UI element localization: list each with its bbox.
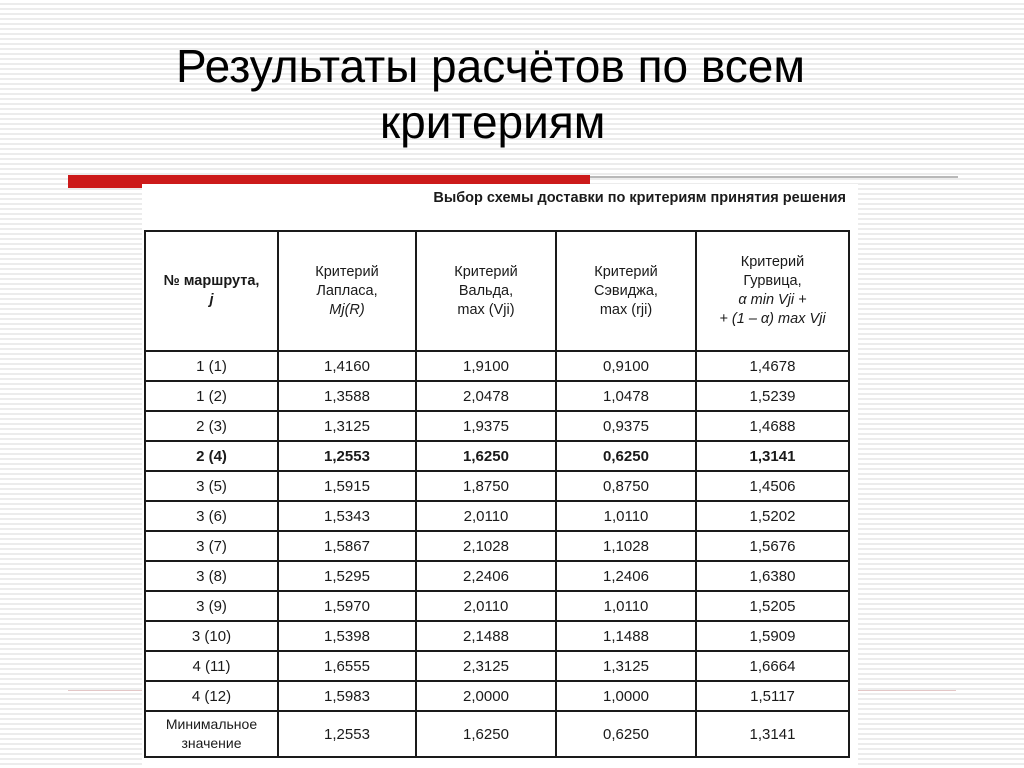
cell-wald: 1,9375 bbox=[416, 411, 556, 441]
cell-hurwicz: 1,6664 bbox=[696, 651, 849, 681]
slide-title-line-2: критериям bbox=[380, 96, 606, 148]
header-savage-line-3: max (rji) bbox=[599, 301, 653, 318]
cell-route: 3 (6) bbox=[145, 501, 278, 531]
cell-wald: 1,8750 bbox=[416, 471, 556, 501]
table-caption: Выбор схемы доставки по критериям принятия решения bbox=[433, 190, 846, 206]
slide-title bbox=[0, 38, 1024, 150]
cell-laplace: 1,5867 bbox=[278, 531, 416, 561]
slide-title-line-1: Результаты расчётов по всем bbox=[176, 40, 805, 92]
cell-hurwicz: 1,5202 bbox=[696, 501, 849, 531]
table-header-row bbox=[145, 231, 849, 351]
header-savage-line-2: Сэвиджа, bbox=[594, 282, 658, 299]
cell-route: 3 (7) bbox=[145, 531, 278, 561]
cell-laplace: 1,6555 bbox=[278, 651, 416, 681]
cell-savage: 1,0000 bbox=[556, 681, 696, 711]
cell-hurwicz: 1,5909 bbox=[696, 621, 849, 651]
header-wald-line-3: max (Vji) bbox=[457, 301, 515, 318]
cell-laplace: 1,5343 bbox=[278, 501, 416, 531]
table-row bbox=[145, 531, 849, 561]
header-laplace-line-1: Критерий bbox=[315, 263, 379, 280]
table-row bbox=[145, 471, 849, 501]
cell-laplace: 1,3125 bbox=[278, 411, 416, 441]
cell-wald: 1,6250 bbox=[416, 711, 556, 757]
table-row bbox=[145, 411, 849, 441]
cell-wald: 2,0478 bbox=[416, 381, 556, 411]
table-row bbox=[145, 621, 849, 651]
header-route bbox=[145, 231, 278, 351]
min-label-line-1: Минимальное bbox=[165, 716, 258, 732]
header-hurwicz-line-2: Гурвица, bbox=[743, 273, 802, 289]
cell-route: 1 (2) bbox=[145, 381, 278, 411]
header-savage bbox=[556, 231, 696, 351]
cell-route: 1 (1) bbox=[145, 351, 278, 381]
cell-hurwicz: 1,5239 bbox=[696, 381, 849, 411]
cell-laplace: 1,2553 bbox=[278, 711, 416, 757]
table-row-optimal bbox=[145, 441, 849, 471]
cell-hurwicz: 1,6380 bbox=[696, 561, 849, 591]
cell-savage: 0,8750 bbox=[556, 471, 696, 501]
cell-laplace: 1,5915 bbox=[278, 471, 416, 501]
header-hurwicz bbox=[696, 231, 849, 351]
cell-laplace: 1,5970 bbox=[278, 591, 416, 621]
cell-route: 3 (10) bbox=[145, 621, 278, 651]
cell-route bbox=[145, 711, 278, 757]
cell-wald: 2,2406 bbox=[416, 561, 556, 591]
table-row bbox=[145, 351, 849, 381]
cell-savage: 0,6250 bbox=[556, 711, 696, 757]
criteria-results-table bbox=[144, 230, 850, 758]
cell-savage: 1,1488 bbox=[556, 621, 696, 651]
cell-wald: 1,6250 bbox=[416, 441, 556, 471]
cell-route: 2 (3) bbox=[145, 411, 278, 441]
cell-savage: 1,3125 bbox=[556, 651, 696, 681]
header-laplace-line-2: Лапласа, bbox=[316, 282, 378, 299]
header-route-line-1: № маршрута, bbox=[163, 273, 260, 289]
cell-savage: 1,0110 bbox=[556, 501, 696, 531]
title-underline-grey bbox=[590, 176, 958, 178]
header-wald bbox=[416, 231, 556, 351]
table-row-minimum bbox=[145, 711, 849, 757]
header-hurwicz-line-4: + (1 – α) max Vji bbox=[719, 311, 826, 327]
cell-route: 3 (5) bbox=[145, 471, 278, 501]
table-row bbox=[145, 501, 849, 531]
cell-wald: 2,1488 bbox=[416, 621, 556, 651]
cell-hurwicz: 1,3141 bbox=[696, 441, 849, 471]
header-laplace-line-3: Mj(R) bbox=[329, 301, 365, 318]
header-laplace bbox=[278, 231, 416, 351]
cell-hurwicz: 1,4688 bbox=[696, 411, 849, 441]
cell-wald: 2,3125 bbox=[416, 651, 556, 681]
cell-laplace: 1,3588 bbox=[278, 381, 416, 411]
table-row bbox=[145, 651, 849, 681]
table-row bbox=[145, 681, 849, 711]
cell-hurwicz: 1,4678 bbox=[696, 351, 849, 381]
header-wald-line-1: Критерий bbox=[454, 263, 518, 280]
cell-route: 2 (4) bbox=[145, 441, 278, 471]
min-label-line-2: значение bbox=[181, 735, 242, 751]
header-wald-line-2: Вальда, bbox=[458, 282, 514, 299]
cell-laplace: 1,5295 bbox=[278, 561, 416, 591]
cell-hurwicz: 1,4506 bbox=[696, 471, 849, 501]
cell-route: 4 (12) bbox=[145, 681, 278, 711]
header-route-line-2: j bbox=[209, 292, 214, 308]
cell-laplace: 1,5398 bbox=[278, 621, 416, 651]
header-hurwicz-line-1: Критерий bbox=[740, 254, 805, 270]
cell-wald: 2,0110 bbox=[416, 501, 556, 531]
cell-savage: 1,0478 bbox=[556, 381, 696, 411]
table-row bbox=[145, 591, 849, 621]
cell-hurwicz: 1,5117 bbox=[696, 681, 849, 711]
cell-laplace: 1,4160 bbox=[278, 351, 416, 381]
cell-route: 4 (11) bbox=[145, 651, 278, 681]
table-body bbox=[145, 351, 849, 757]
cell-hurwicz: 1,5676 bbox=[696, 531, 849, 561]
cell-wald: 2,1028 bbox=[416, 531, 556, 561]
table-row bbox=[145, 381, 849, 411]
scanned-table-sheet bbox=[142, 184, 858, 768]
cell-wald: 2,0000 bbox=[416, 681, 556, 711]
cell-hurwicz: 1,3141 bbox=[696, 711, 849, 757]
header-savage-line-1: Критерий bbox=[594, 263, 658, 280]
cell-savage: 0,6250 bbox=[556, 441, 696, 471]
header-hurwicz-line-3: α min Vji + bbox=[738, 292, 807, 308]
table-row bbox=[145, 561, 849, 591]
cell-savage: 1,0110 bbox=[556, 591, 696, 621]
cell-laplace: 1,5983 bbox=[278, 681, 416, 711]
cell-laplace: 1,2553 bbox=[278, 441, 416, 471]
cell-savage: 1,2406 bbox=[556, 561, 696, 591]
cell-savage: 1,1028 bbox=[556, 531, 696, 561]
cell-wald: 1,9100 bbox=[416, 351, 556, 381]
cell-wald: 2,0110 bbox=[416, 591, 556, 621]
cell-savage: 0,9375 bbox=[556, 411, 696, 441]
cell-savage: 0,9100 bbox=[556, 351, 696, 381]
cell-route: 3 (9) bbox=[145, 591, 278, 621]
cell-route: 3 (8) bbox=[145, 561, 278, 591]
cell-hurwicz: 1,5205 bbox=[696, 591, 849, 621]
